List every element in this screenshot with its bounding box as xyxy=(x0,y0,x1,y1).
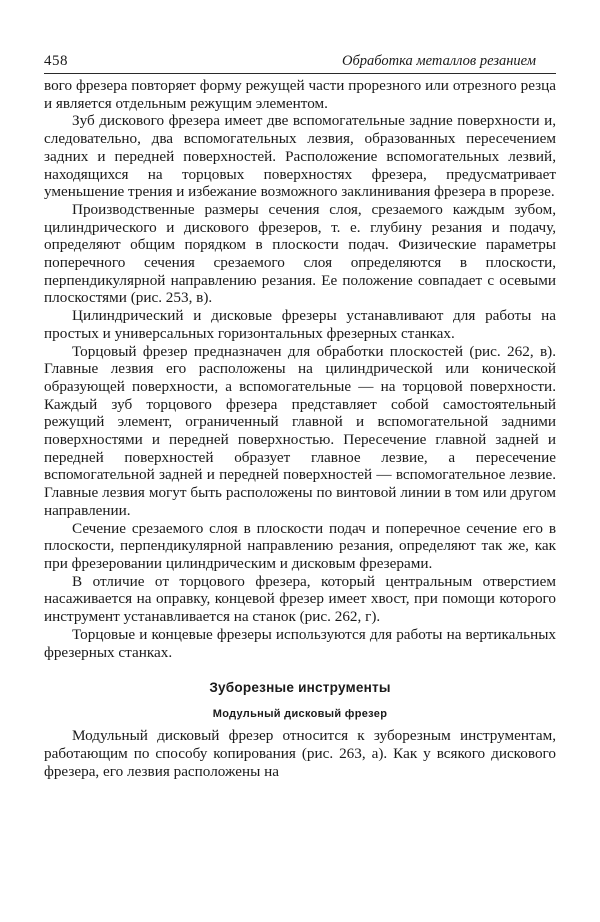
paragraph: Модульный дисковый фрезер относится к зуборезным инструментам, работающим по способу копирования (рис. 263, а). Как у всякого дискового фрезера, его лезвия расположены на xyxy=(44,727,556,780)
running-head xyxy=(44,52,556,74)
paragraph: Производственные размеры сечения слоя, срезаемого каждым зубом, цилиндрического и дискового фрезеров, т. е. глубину резания и подачу, определяют общим порядком в плоскости подач. Физические параметры поперечного сечения срезаемого слоя определяются в плоскости, перпендикулярной направлению резания. Ее положение совпадает с осевыми плоскостями (рис. 253, в). xyxy=(44,200,556,307)
page-number: 458 xyxy=(44,53,68,69)
section-heading: Зуборезные инструменты xyxy=(209,680,391,696)
paragraph-continued: вого фрезера повторяет форму режущей части прорезного или отрезного резца и является отдельным режущим элементом. xyxy=(44,77,556,112)
body-text xyxy=(44,77,556,780)
subsection-heading: Модульный дисковый фрезер xyxy=(212,708,388,721)
paragraph: Цилиндрический и дисковые фрезеры устанавливают для работы на простых и универсальных горизонтальных фрезерных станках. xyxy=(44,307,556,342)
paragraph: Зуб дискового фрезера имеет две вспомогательные задние поверхности и, следовательно, два вспомогательных лезвия, образованных пересечением задних и передней поверхностей. Расположение вспомогательных лезвий, находящихся на торцовых поверхностях фрезера, предусматривает уменьшение трения и избежание возможного заклинивания фрезера в прорезе. xyxy=(44,112,556,201)
running-title: Обработка металлов резанием xyxy=(342,53,536,69)
book-page xyxy=(44,52,556,780)
paragraph: Торцовый фрезер предназначен для обработки плоскостей (рис. 262, в). Главные лезвия его расположены на цилиндрической или конической образующей поверхности, а вспомогательные — на торцовой поверхности. Каждый зуб торцового фрезера представляет собой самостоятельный режущий элемент, ограниченный главной и вспомогательной задними поверхностями и передней поверхностью. Пересечение главной задней и передней поверхностей образует главное лезвие, а пересечение вспомогательной задней и передней поверхностей — вспомогательное лезвие. Главные лезвия могут быть расположены по винтовой линии в том или другом направлении. xyxy=(44,342,556,519)
paragraph: Торцовые и концевые фрезеры используются для работы на вертикальных фрезерных станках. xyxy=(44,625,556,661)
paragraph: Сечение срезаемого слоя в плоскости подач и поперечное сечение его в плоскости, перпендикулярной направлению резания, определяют так же, как при фрезеровании цилиндрическим и дисковым фрезерами. xyxy=(44,519,556,572)
paragraph: В отличие от торцового фрезера, который центральным отверстием насаживается на оправку, концевой фрезер имеет хвост, при помощи которого инструмент устанавливается на станок (рис. 262, г). xyxy=(44,572,556,626)
